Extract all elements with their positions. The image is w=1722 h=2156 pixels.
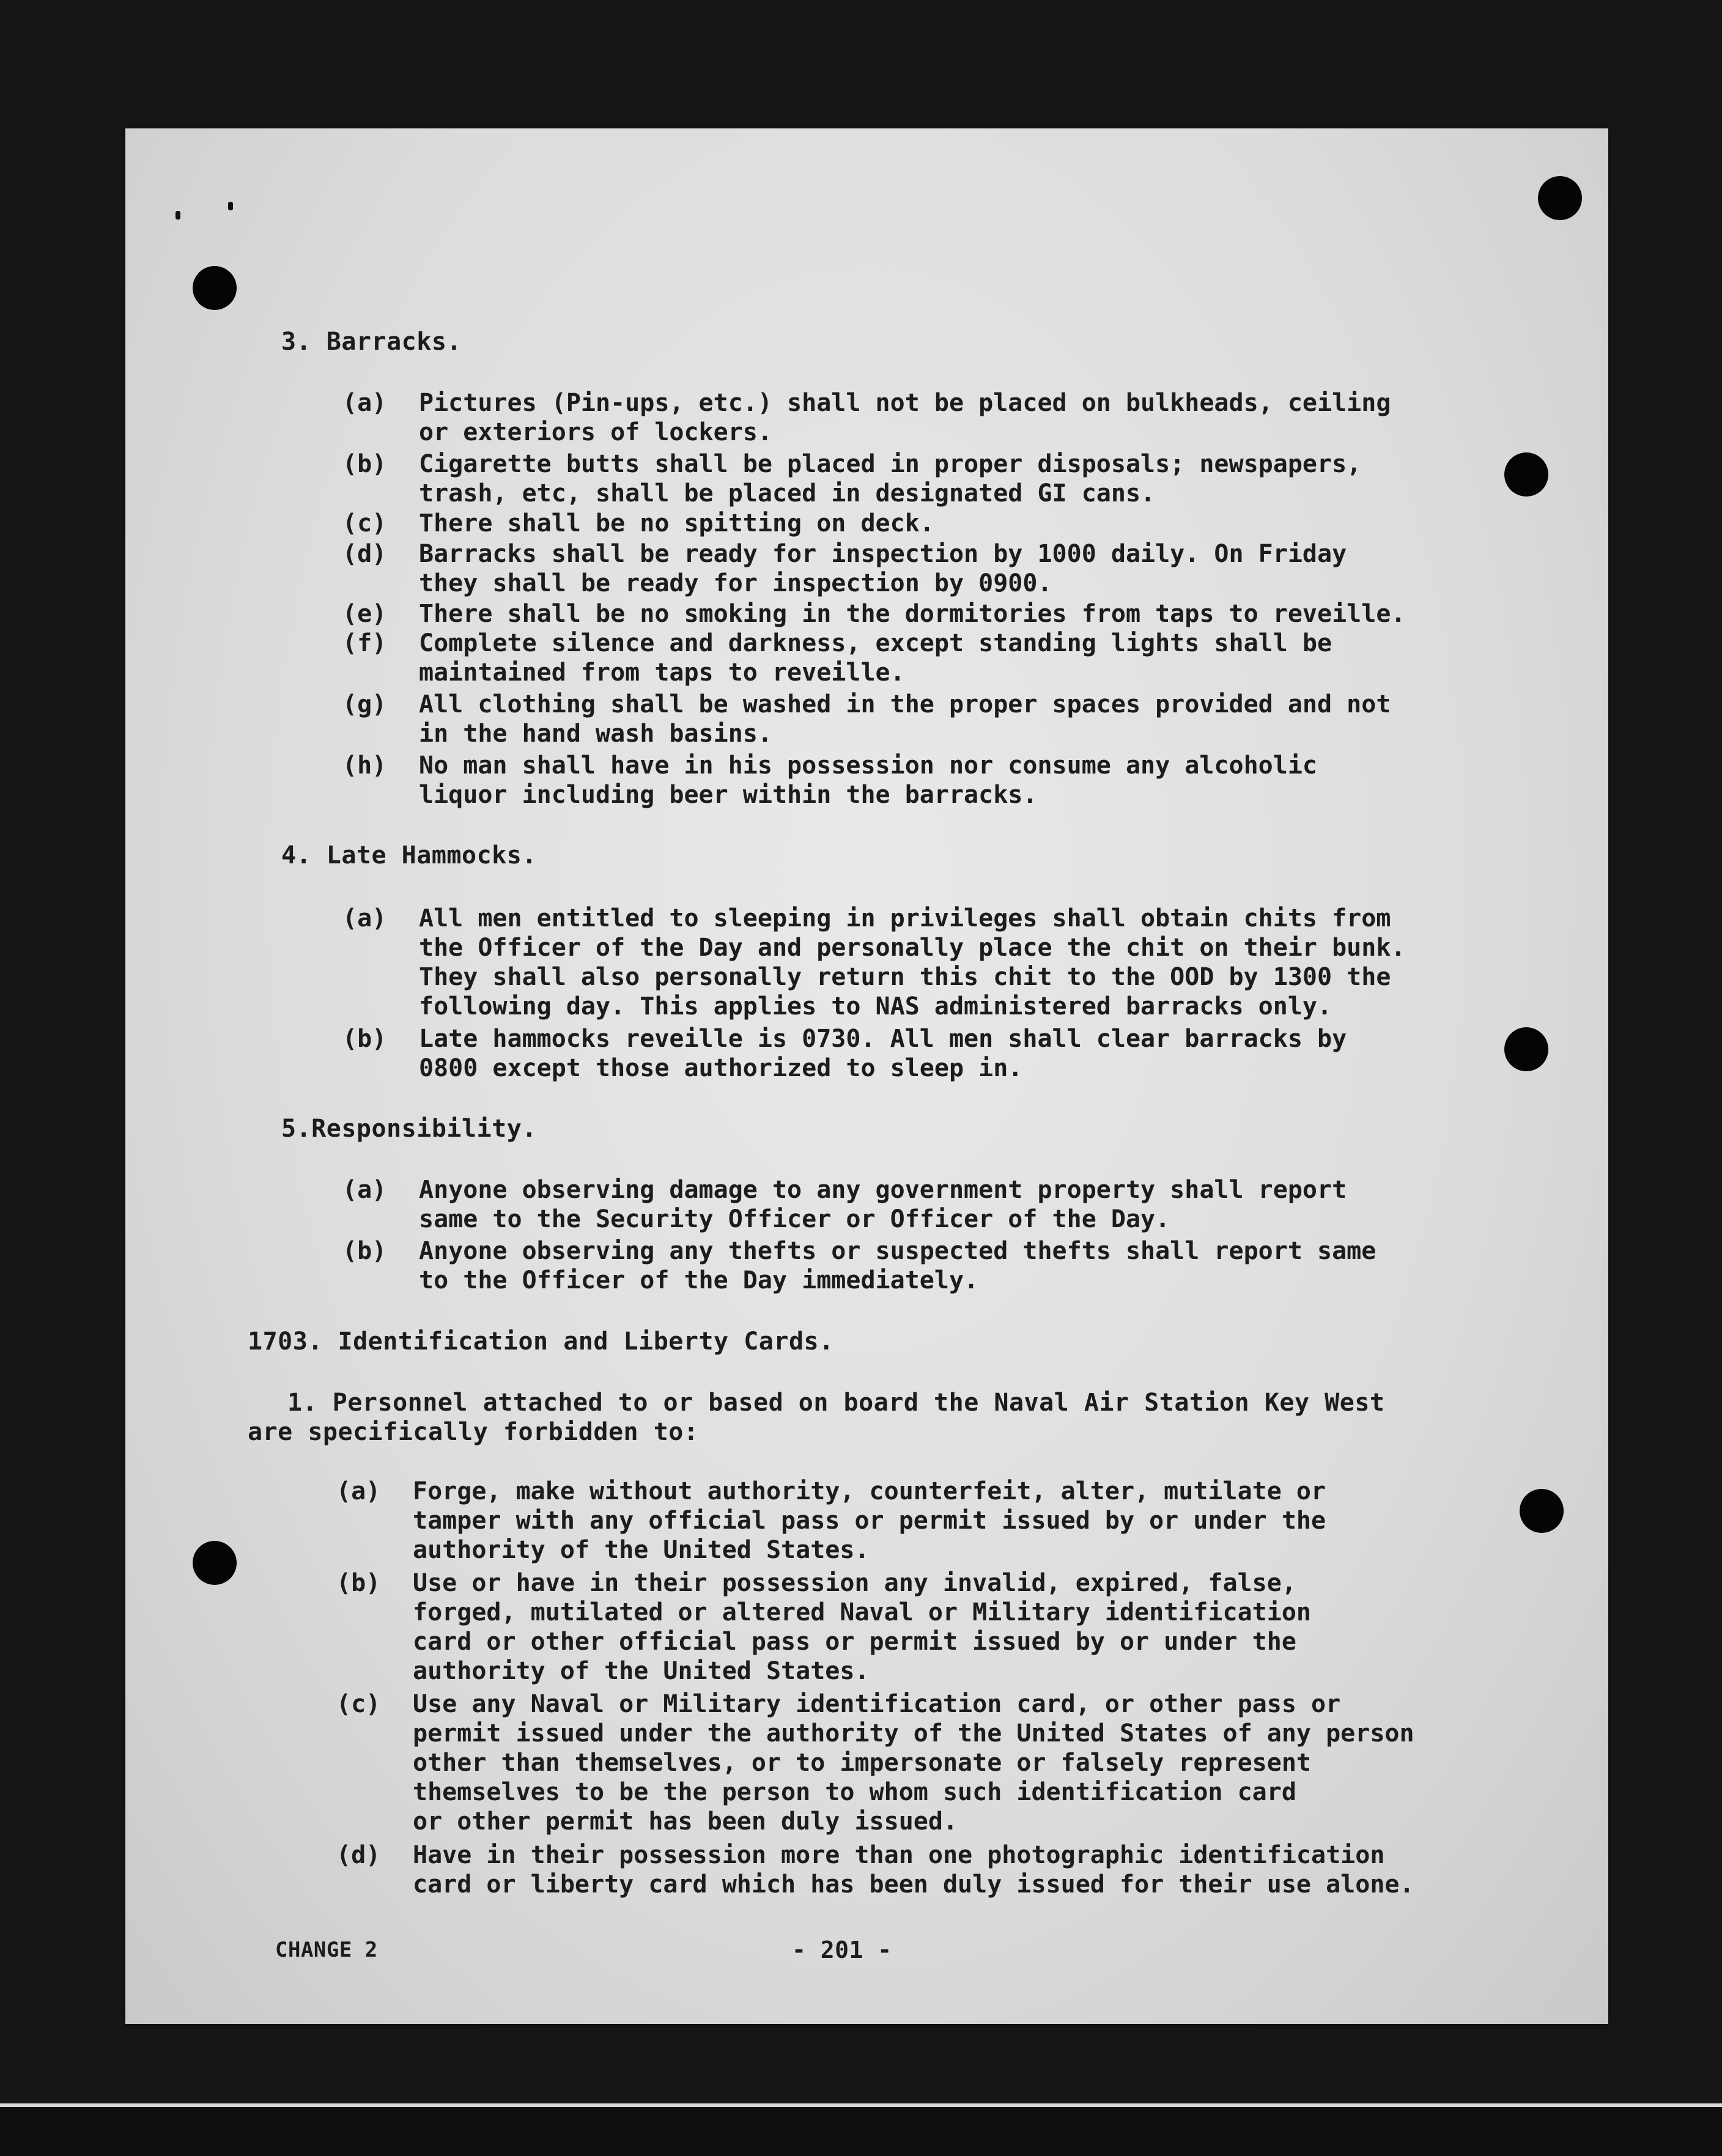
item-letter: (d): [342, 540, 387, 568]
item-text: No man shall have in his possession nor consume any alcoholic liquor including beer within the barracks.: [419, 751, 1318, 809]
item-letter: (d): [336, 1841, 381, 1869]
item-letter: (b): [342, 1237, 387, 1265]
item-letter: (a): [336, 1477, 381, 1505]
bottom-strip: [0, 2103, 1722, 2156]
item-letter: (b): [336, 1569, 381, 1597]
page-number: - 201 -: [792, 1936, 892, 1963]
section-5-heading: 5.Responsibility.: [281, 1115, 537, 1143]
section-3-heading: 3. Barracks.: [281, 328, 462, 356]
item-letter: (e): [342, 600, 387, 628]
item-letter: (h): [342, 751, 387, 780]
punch-hole-left-bottom: [193, 1541, 237, 1585]
item-letter: (b): [342, 1025, 387, 1053]
paragraph-line: are specifically forbidden to:: [248, 1418, 699, 1446]
item-text: Forge, make without authority, counterfeit, alter, mutilate or tamper with any official pass or permit issued by or under the authority of the United States.: [413, 1477, 1326, 1564]
item-text: Use any Naval or Military identification card, or other pass or permit issued under the authority of the United States of any person other than themselves, or to impersonate or falsely represent themselves to be the person to whom such identification card or other permit has been duly issued.: [413, 1690, 1414, 1836]
section-1703-heading: 1703. Identification and Liberty Cards.: [248, 1327, 834, 1356]
section-4-heading: 4. Late Hammocks.: [281, 841, 537, 869]
item-text: Late hammocks reveille is 0730. All men shall clear barracks by 0800 except those authorized to sleep in.: [419, 1025, 1347, 1082]
document-page: [125, 128, 1608, 2024]
punch-hole-right-4: [1520, 1489, 1564, 1533]
item-text: Have in their possession more than one photographic identification card or liberty card which has been duly issued for their use alone.: [413, 1841, 1414, 1899]
punch-hole-left-top: [193, 266, 237, 310]
paragraph-line: 1. Personnel attached to or based on board the Naval Air Station Key West: [287, 1389, 1385, 1417]
item-text: Complete silence and darkness, except standing lights shall be maintained from taps to reveille.: [419, 629, 1332, 687]
item-letter: (a): [342, 389, 387, 417]
speck-mark: [176, 211, 180, 220]
item-text: Cigarette butts shall be placed in proper disposals; newspapers, trash, etc, shall be placed in designated GI cans.: [419, 450, 1362, 508]
item-letter: (g): [342, 690, 387, 718]
item-text: Barracks shall be ready for inspection by 1000 daily. On Friday they shall be ready for inspection by 0900.: [419, 540, 1347, 597]
punch-hole-right-3: [1504, 1027, 1548, 1071]
item-letter: (f): [342, 629, 387, 657]
speck-mark: [228, 202, 233, 210]
item-text: All men entitled to sleeping in privileges shall obtain chits from the Officer of the Day and personally place the chit on their bunk. They shall also personally return this chit to the OOD by 1300 the following day. This applies to NAS administered barracks only.: [419, 904, 1406, 1021]
item-text: All clothing shall be washed in the proper spaces provided and not in the hand wash basins.: [419, 690, 1391, 748]
item-letter: (c): [342, 509, 387, 537]
change-label: CHANGE 2: [275, 1938, 378, 1962]
item-text: There shall be no smoking in the dormitories from taps to reveille.: [419, 600, 1406, 628]
item-letter: (a): [342, 1176, 387, 1204]
item-text: Anyone observing damage to any government property shall report same to the Security Officer or Officer of the Day.: [419, 1176, 1347, 1233]
item-letter: (b): [342, 450, 387, 478]
punch-hole-right-1: [1538, 176, 1582, 220]
item-text: Use or have in their possession any invalid, expired, false, forged, mutilated or altered Naval or Military identification card or other official pass or permit issued by or under the authority of the United States.: [413, 1569, 1312, 1685]
item-text: Anyone observing any thefts or suspected thefts shall report same to the Officer of the Day immediately.: [419, 1237, 1376, 1294]
item-letter: (c): [336, 1690, 381, 1718]
item-letter: (a): [342, 904, 387, 932]
item-text: There shall be no spitting on deck.: [419, 509, 934, 537]
punch-hole-right-2: [1504, 452, 1548, 497]
item-text: Pictures (Pin-ups, etc.) shall not be placed on bulkheads, ceiling or exteriors of lockers.: [419, 389, 1391, 446]
